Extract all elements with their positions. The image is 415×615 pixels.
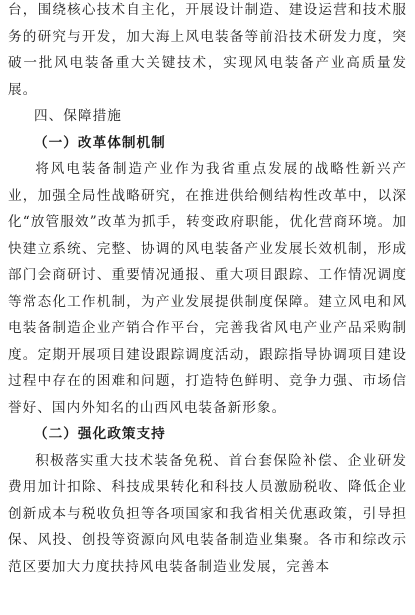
section-heading: 四、保障措施 [34, 108, 122, 124]
subsection-heading-reform: （一）改革体制机制 [34, 134, 166, 151]
subsection-heading-policy: （二）强化政策支持 [34, 426, 166, 442]
policy-paragraph: 积极落实重大技术装备免税、首台套保险补偿、企业研发费用加计扣除、科技成果转化和科技人员激励税收、降低企业创新成本与税收负担等各项国家和我省相关优惠政策，引导担保、风投、创投等资源向风电装备制造业集聚。各市和综改示范区要加大力度扶持风电装备制造业发展，完善本 [8, 452, 407, 575]
continuation-paragraph: 台，围绕核心技术自主化，开展设计制造、建设运营和技术服务的研究与开发，加大海上风电装备等前沿技术研发力度，突破一批风电装备重大关键技术，实现风电装备产业高质量发展。 [8, 2, 407, 98]
reform-paragraph: 将风电装备制造产业作为我省重点发展的战略性新兴产业，加强全局性战略研究，在推进供给侧结构性改革中，以深化“放管服效”改革为抓手，转变政府职能，优化营商环境。加快建立系统、完整、协调的风电装备产业发展长效机制，形成部门会商研讨、重要情况通报、重大项目跟踪、工作情况调度等常态化工作机制，为产业发展提供制度保障。建立风电和风电装备制造企业产销合作平台，完善我省风电产业产品采购制度。定期开展项目建设跟踪调度活动，跟踪指导协调项目建设过程中存在的困难和问题，打造特色鲜明、竞争力强、市场信誉好、国内外知名的山西风电装备新形象。 [8, 161, 407, 416]
